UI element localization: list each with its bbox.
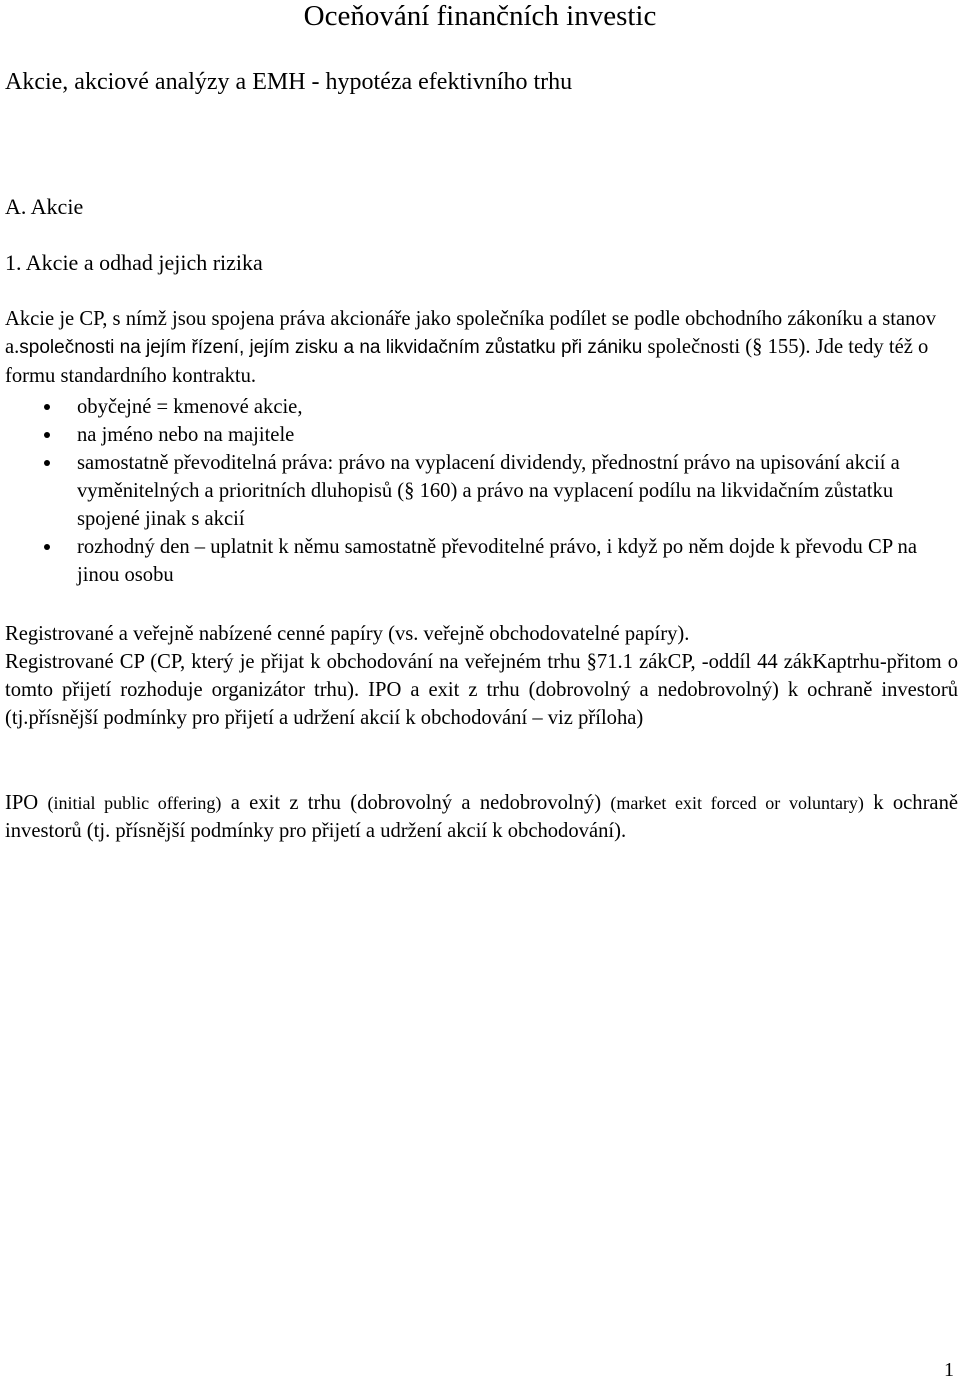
ipo-text-2: (initial public offering): [47, 793, 222, 813]
section-heading-a: A. Akcie: [5, 194, 84, 219]
list-item-text: rozhodný den – uplatnit k němu samostatně převoditelné právo, i když po něm dojde k převodu CP na jinou osobu: [77, 536, 917, 586]
ipo-text-5: k ochraně investorů (tj. přísnější podmínky pro přijetí a udržení akcií k obchodování).: [5, 792, 959, 842]
list-item: [5, 533, 955, 589]
bullet-icon: [44, 460, 50, 466]
list-item: [5, 421, 955, 449]
document-subtitle: Akcie, akciové analýzy a EMH - hypotéza efektivního trhu: [5, 69, 573, 95]
registered-securities-line: Registrované a veřejně nabízené cenné papíry (vs. veřejně obchodovatelné papíry).: [5, 623, 690, 645]
page-number: 1: [944, 1359, 954, 1381]
document-title: Oceňování finančních investic: [303, 0, 657, 32]
list-item-text: samostatně převoditelná práva: právo na vyplacení dividendy, přednostní právo na upisování akcií a vyměnitelných a prioritních dluhopisů (§ 160) a právo na vyplacení podílu na likvidačním zůstatku spojené jinak s akcií: [77, 452, 900, 530]
ipo-paragraph: [5, 789, 958, 845]
intro-paragraph: [5, 305, 958, 390]
bullet-icon: [44, 544, 50, 550]
bullet-icon: [44, 432, 50, 438]
intro-text-1: Akcie je CP, s nímž jsou spojena práva akcionáře jako společníka podílet se podle obchodního zákoníku a stanov a.: [5, 308, 937, 358]
registered-cp-paragraph: Registrované CP (CP, který je přijat k obchodování na veřejném trhu §71.1 zákCP, -oddíl 44 zákKaptrhu-přitom o tomto přijetí rozhoduje organizátor trhu). IPO a exit z trhu (dobrovolný a nedobrovolný) k ochraně investorů (tj.přísnější podmínky pro přijetí a udržení akcií k obchodování – viz příloha): [5, 651, 958, 729]
bullet-icon: [44, 404, 50, 410]
section-heading-1: 1. Akcie a odhad jejich rizika: [5, 250, 263, 275]
ipo-text-4: (market exit forced or voluntary): [610, 793, 864, 813]
ipo-text-1: IPO: [5, 792, 48, 814]
intro-text-2: společnosti na jejím řízení, jejím zisku a na likvidačním zůstatku při zániku: [19, 337, 643, 358]
ipo-text-3: a exit z trhu (dobrovolný a nedobrovolný): [221, 792, 611, 814]
intro-text-3: společnosti (§ 155). Jde tedy též o formu standardního kontraktu.: [5, 336, 929, 387]
list-item-text: obyčejné = kmenové akcie,: [77, 396, 303, 418]
list-item: [5, 393, 955, 421]
bullet-list: [5, 393, 955, 589]
list-item: [5, 449, 955, 533]
list-item-text: na jméno nebo na majitele: [77, 424, 295, 446]
